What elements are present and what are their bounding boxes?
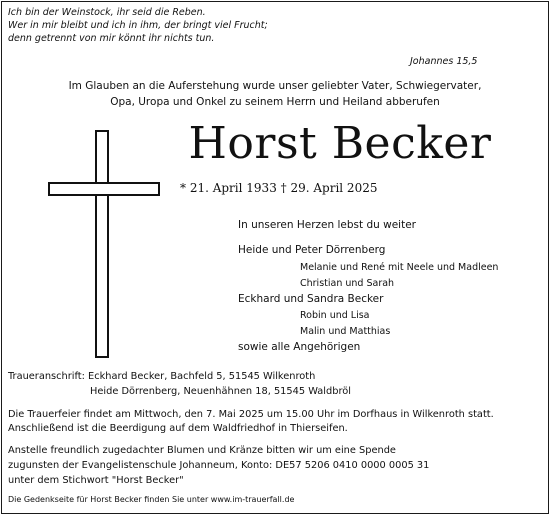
intro-line: Im Glauben an die Auferstehung wurde unser geliebter Vater, Schwiegervater,	[68, 80, 482, 92]
deceased-name: Horst Becker	[188, 118, 492, 169]
mourner-name: Melanie und René mit Neele und Madleen	[300, 262, 499, 273]
service-info: Die Trauerfeier findet am Mittwoch, den 7. Mai 2025 um 15.00 Uhr im Dorfhaus in Wilkenroth statt.	[8, 409, 494, 420]
donation-info: unter dem Stichwort "Horst Becker"	[8, 475, 184, 486]
mourner-name: sowie alle Angehörigen	[238, 341, 361, 353]
mourner-name: Eckhard und Sandra Becker	[238, 293, 384, 305]
verse-reference: Johannes 15,5	[410, 56, 478, 67]
mourner-name: Heide und Peter Dörrenberg	[238, 244, 386, 256]
mourner-name: Malin und Matthias	[300, 326, 391, 337]
life-dates: * 21. April 1933 † 29. April 2025	[180, 181, 378, 195]
memorial-page-footer: Die Gedenkseite für Horst Becker finden Sie unter www.im-trauerfall.de	[8, 495, 295, 504]
mourner-name: Robin und Lisa	[300, 310, 370, 321]
verse-line: Wer in mir bleibt und ich in ihm, der bringt viel Frucht;	[8, 20, 268, 31]
mourning-address: Traueranschrift: Eckhard Becker, Bachfeld 5, 51545 Wilkenroth	[8, 371, 316, 382]
verse-line: Ich bin der Weinstock, ihr seid die Reben.	[8, 7, 206, 18]
bible-verse	[8, 6, 268, 45]
verse-line: denn getrennt von mir könnt ihr nichts tun.	[8, 33, 215, 44]
donation-info: zugunsten der Evangelistenschule Johanneum, Konto: DE57 5206 0410 0000 0005 31	[8, 460, 430, 471]
donation-info: Anstelle freundlich zugedachter Blumen und Kränze bitten wir um eine Spende	[8, 445, 396, 456]
intro-line: Opa, Uropa und Onkel zu seinem Herrn und Heiland abberufen	[110, 96, 440, 108]
mourner-name: Christian und Sarah	[300, 278, 395, 289]
mourners-heading: In unseren Herzen lebst du weiter	[238, 219, 416, 231]
service-info: Anschließend ist die Beerdigung auf dem Waldfriedhof in Thierseifen.	[8, 423, 348, 434]
mourning-address: Heide Dörrenberg, Neuenhähnen 18, 51545 Waldbröl	[90, 386, 351, 397]
cross-center	[97, 184, 107, 194]
